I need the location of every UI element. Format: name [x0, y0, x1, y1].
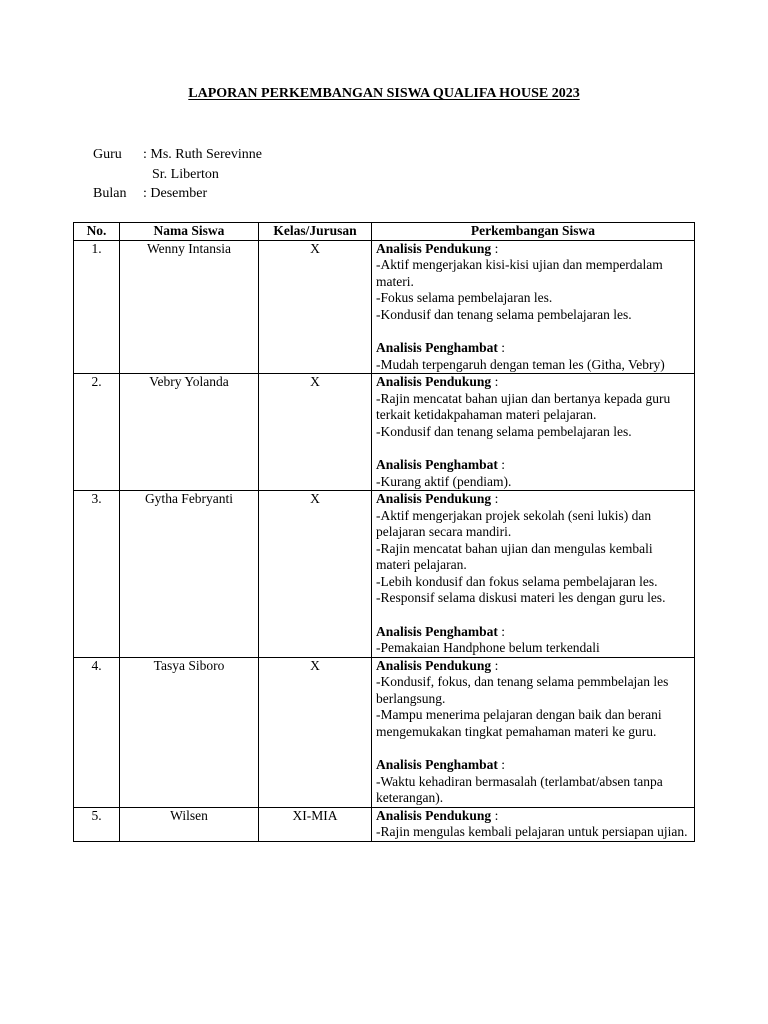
pendukung-item: -Aktif mengerjakan kisi-kisi ujian dan memperdalam materi.	[376, 257, 663, 289]
row-student-name: Gytha Febryanti	[120, 491, 259, 658]
row-perkembangan	[372, 240, 695, 374]
bulan-value: : Desember	[143, 186, 208, 201]
penghambat-item: -Waktu kehadiran bermasalah (terlambat/absen tanpa keterangan).	[376, 773, 663, 805]
row-kelas: X	[259, 657, 372, 807]
row-student-name: Tasya Siboro	[120, 657, 259, 807]
row-no: 5.	[74, 807, 120, 841]
row-no: 1.	[74, 240, 120, 374]
row-kelas: X	[259, 240, 372, 374]
pendukung-heading: Analisis Pendukung :	[376, 807, 499, 823]
table-row	[74, 807, 695, 841]
table-row	[74, 374, 695, 491]
guru-value: : Ms. Ruth Serevinne	[143, 147, 262, 162]
penghambat-heading: Analisis Penghambat :	[376, 623, 506, 639]
pendukung-item: -Fokus selama pembelajaran les.	[376, 290, 553, 305]
pendukung-heading: Analisis Pendukung :	[376, 657, 499, 673]
header-name: Nama Siswa	[120, 223, 259, 241]
penghambat-label: Analisis Penghambat	[376, 457, 498, 472]
header-no: No.	[74, 223, 120, 241]
header-perkembangan: Perkembangan Siswa	[372, 223, 695, 241]
pendukung-item: -Rajin mencatat bahan ujian dan mengulas kembali materi pelajaran.	[376, 540, 653, 572]
report-meta	[93, 145, 262, 204]
row-student-name: Vebry Yolanda	[120, 374, 259, 491]
pendukung-item: -Lebih kondusif dan fokus selama pembelajaran les.	[376, 573, 658, 589]
pendukung-heading: Analisis Pendukung :	[376, 374, 499, 389]
row-perkembangan	[372, 374, 695, 491]
row-student-name: Wilsen	[120, 807, 259, 841]
pendukung-label: Analisis Pendukung	[376, 240, 492, 256]
table-row	[74, 491, 695, 658]
penghambat-heading: Analisis Penghambat :	[376, 457, 506, 472]
pendukung-item: -Kondusif, fokus, dan tenang selama pemmbelajan les berlangsung.	[376, 674, 669, 706]
penghambat-item: -Kurang aktif (pendiam).	[376, 473, 512, 489]
table-row	[74, 657, 695, 807]
row-kelas: X	[259, 374, 372, 491]
pendukung-item: -Responsif selama diskusi materi les dengan guru les.	[376, 590, 666, 605]
row-kelas: XI-MIA	[259, 807, 372, 841]
pendukung-heading: Analisis Pendukung :	[376, 491, 499, 506]
row-no: 2.	[74, 374, 120, 491]
row-student-name: Wenny Intansia	[120, 240, 259, 374]
table-row	[74, 240, 695, 374]
pendukung-label: Analisis Pendukung	[376, 374, 492, 389]
table-header-row	[74, 223, 695, 241]
header-kelas: Kelas/Jurusan	[259, 223, 372, 241]
pendukung-heading: Analisis Pendukung :	[376, 240, 499, 256]
row-perkembangan	[372, 657, 695, 807]
bulan-label: Bulan	[93, 186, 127, 201]
table-body	[74, 240, 695, 841]
pendukung-item: -Kondusif dan tenang selama pembelajaran les.	[376, 306, 632, 322]
meta-bulan-row	[93, 184, 262, 204]
penghambat-item: -Pemakaian Handphone belum terkendali	[376, 640, 600, 655]
row-kelas: X	[259, 491, 372, 658]
guru-value-2: Sr. Liberton	[152, 166, 219, 182]
row-no: 4.	[74, 657, 120, 807]
pendukung-item: -Kondusif dan tenang selama pembelajaran les.	[376, 423, 632, 439]
pendukung-item: -Mampu menerima pelajaran dengan baik dan berani mengemukakan tingkat pemahaman materi ke guru.	[376, 707, 662, 739]
pendukung-item: -Aktif mengerjakan projek sekolah (seni lukis) dan pelajaran secara mandiri.	[376, 507, 652, 539]
meta-guru-row	[93, 145, 262, 165]
progress-table	[73, 222, 695, 842]
report-title: LAPORAN PERKEMBANGAN SISWA QUALIFA HOUSE 2023	[188, 86, 580, 101]
pendukung-label: Analisis Pendukung	[376, 657, 492, 673]
row-no: 3.	[74, 491, 120, 658]
guru-label: Guru	[93, 147, 122, 162]
row-perkembangan	[372, 491, 695, 658]
penghambat-heading: Analisis Penghambat :	[376, 340, 506, 355]
penghambat-label: Analisis Penghambat	[376, 340, 498, 355]
penghambat-heading: Analisis Penghambat :	[376, 757, 506, 772]
pendukung-label: Analisis Pendukung	[376, 807, 492, 823]
pendukung-label: Analisis Pendukung	[376, 491, 492, 506]
penghambat-label: Analisis Penghambat	[376, 757, 498, 772]
penghambat-item: -Mudah terpengaruh dengan teman les (Githa, Vebry)	[376, 356, 665, 372]
pendukung-item: -Rajin mencatat bahan ujian dan bertanya kepada guru terkait ketidakpahaman materi pelajaran.	[376, 390, 671, 422]
row-perkembangan	[372, 807, 695, 841]
pendukung-item: -Rajin mengulas kembali pelajaran untuk persiapan ujian.	[376, 824, 688, 839]
meta-guru-row-2	[93, 165, 262, 185]
penghambat-label: Analisis Penghambat	[376, 623, 498, 639]
